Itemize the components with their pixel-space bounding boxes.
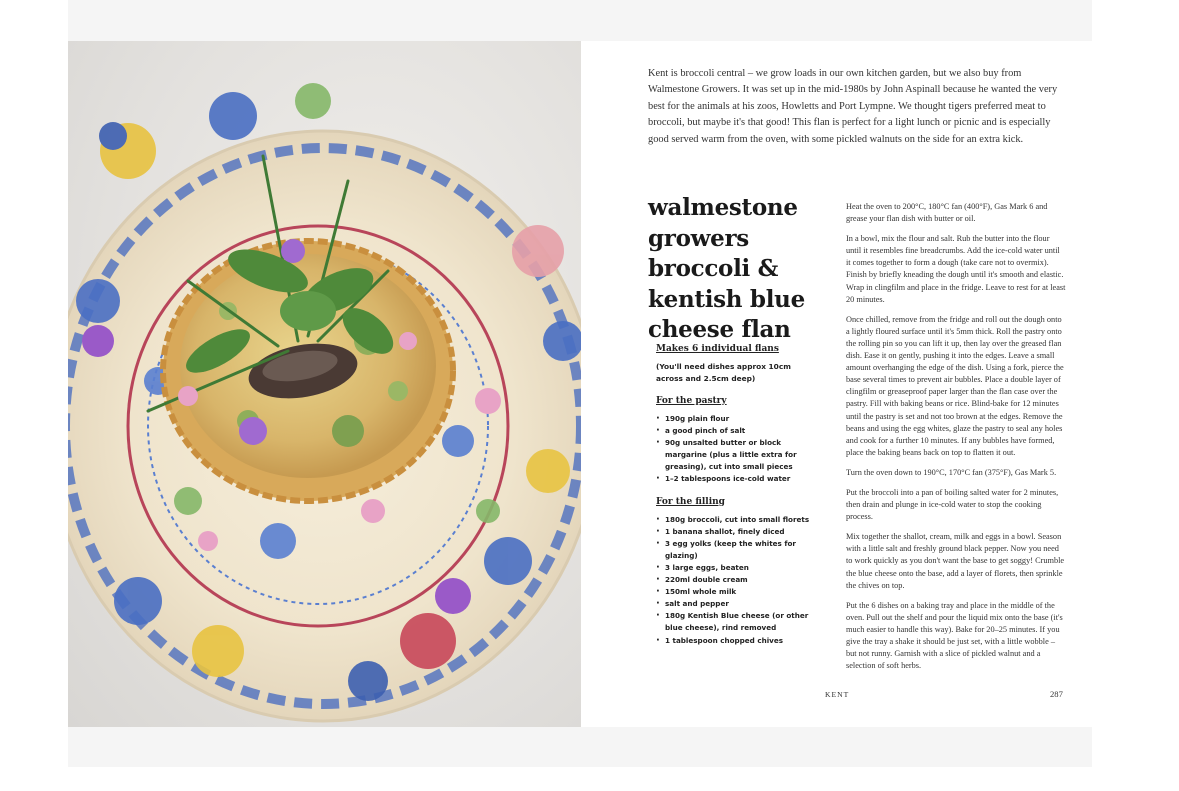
page-number: 287: [1050, 689, 1063, 699]
intro-paragraph: Kent is broccoli central – we grow loads in our own kitchen garden, but we also buy from Walmestone Growers. It was set up in the mid-1980s by John Aspinall because he wanted the very best for the animals at his zoos, Howletts and Port Lympne. We thought tigers preferred meat to broccoli, but maybe it's that good! This flan is perfect for a light lunch or picnic and is especially good served warm from the oven, with some pickled walnuts on the side for an extra kick.: [648, 68, 1058, 145]
ingredient-item: · 180g broccoli, cut into small florets: [656, 514, 816, 526]
recipe-page: [581, 41, 1092, 727]
method-step: Mix together the shallot, cream, milk and eggs in a bowl. Season with a little salt and freshly ground black pepper. Now you need to work quickly as you don't want the base to get soggy! Crumble the blue cheese onto the base, add a layer of florets, then sprinkle the chives on top.: [846, 532, 1065, 590]
ingredient-item: · 220ml double cream: [656, 574, 816, 586]
ingredient-item: · 3 large eggs, beaten: [656, 562, 816, 574]
method-step: Heat the oven to 200°C, 180°C fan (400°F), Gas Mark 6 and grease your flan dish with butter or oil.: [846, 202, 1048, 224]
makes-heading: Makes 6 individual flans: [656, 344, 779, 354]
method-step: Put the broccoli into a pan of boiling salted water for 2 minutes, then drain and plunge in ice-cold water to stop the cooking process.: [846, 487, 1059, 522]
recipe-title: walmestone growers broccoli & kentish blue cheese flan: [648, 194, 805, 343]
ingredient-item: · a good pinch of salt: [656, 425, 816, 437]
method-step: Put the 6 dishes on a baking tray and place in the middle of the oven. Pull out the shelf and pour the liquid mix onto the base (it's much easier to handle this way). Bake for 20–25 minutes. If you give the tray a shake it should be just set, with a little wobble – but not runny. Garnish with a slice of pickled walnut and a selection of soft herbs.: [846, 600, 1063, 671]
ingredient-item: · 190g plain flour: [656, 413, 816, 425]
ingredient-item: · 1 tablespoon chopped chives: [656, 635, 816, 647]
ingredient-item: · 1 banana shallot, finely diced: [656, 526, 816, 538]
ingredient-item: · 1–2 tablespoons ice-cold water: [656, 473, 816, 485]
ingredient-item: · 180g Kentish Blue cheese (or other blue cheese), rind removed: [656, 610, 816, 634]
filling-heading: For the filling: [656, 496, 725, 507]
filling-list: [656, 514, 816, 647]
flan-photo: [68, 41, 581, 727]
method-step: Once chilled, remove from the fridge and roll out the dough onto a lightly floured surface until it's 5mm thick. Roll the pastry onto the rolling pin so you can lift it up, then lay over the greased flan dish. Ease it on gently, pushing it into the edges. Leave a small amount overhanging the edge of the dish. Using a fork, pierce the base several times to prevent air bubbles. Place a double layer of clingfilm or greaseproof paper larger than the flan case over the pastry. Fill with baking beans or rice. Blind-bake for 12 minutes until the pastry is set and not too brown at the edges. Remove the beans and using the egg whites, glaze the pastry to seal any holes and cook for a further 10 minutes. If any bubbles have formed, place the baking beans back on top to flatten it out.: [846, 314, 1064, 457]
top-band: [68, 0, 1092, 41]
ingredient-item: · 3 egg yolks (keep the whites for glazing): [656, 538, 816, 562]
makes-note: (You'll need dishes approx 10cm across and 2.5cm deep): [656, 362, 791, 383]
ingredient-item: · salt and pepper: [656, 598, 816, 610]
ingredient-item: · 90g unsalted butter or block margarine (plus a little extra for greasing), cut into small pieces: [656, 437, 816, 473]
method-step: In a bowl, mix the flour and salt. Rub the butter into the flour until it resembles fine breadcrumbs. Add the ice-cold water until it comes together to form a dough (take care not to overmix). Finish by briefly kneading the dough until it's smooth and elastic. Wrap in clingfilm and place in the fridge. Leave to rest for at least 20 minutes.: [846, 234, 1066, 304]
ingredients-column: [656, 343, 816, 657]
method-column: [846, 201, 1066, 680]
pastry-heading: For the pastry: [656, 396, 727, 406]
pastry-list: [656, 413, 816, 486]
bottom-band: [68, 727, 1092, 767]
method-step: Turn the oven down to 190°C, 170°C fan (375°F), Gas Mark 5.: [846, 467, 1057, 477]
chapter-label: KENT: [825, 690, 850, 699]
ingredient-item: · 150ml whole milk: [656, 586, 816, 598]
